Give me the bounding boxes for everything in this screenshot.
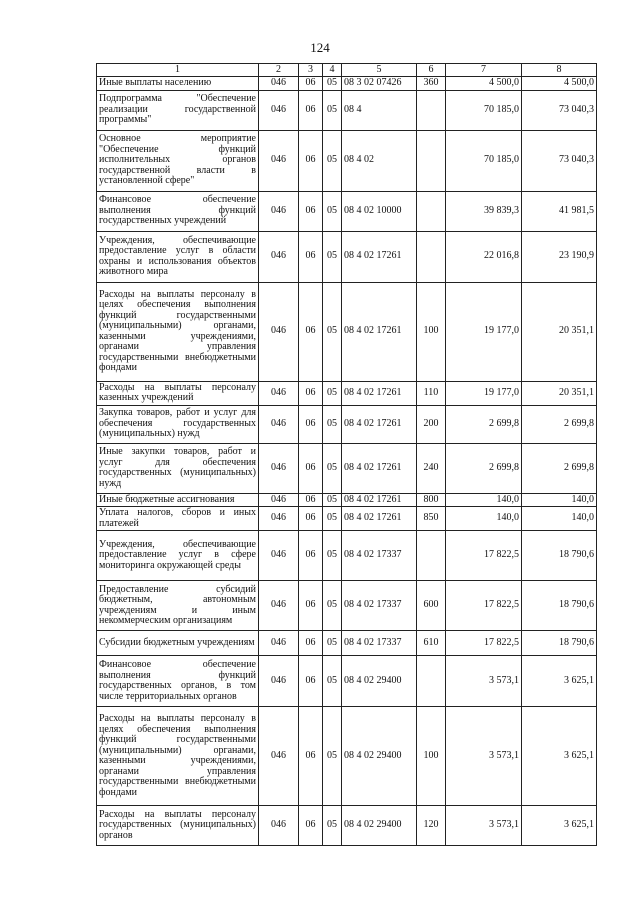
amount-year1-cell: 22 016,8 — [446, 231, 522, 282]
ministry-code-cell: 046 — [259, 493, 299, 507]
amount-year1-cell: 2 699,8 — [446, 443, 522, 493]
row-name-cell: Расходы на выплаты персоналу в целях обеспечения выполнения функций государственными (муниципальными) органами, казенными учреждениями, органами управления государственными внебюджетными фондами — [97, 282, 259, 381]
header-cell: 7 — [446, 64, 522, 77]
row-name-cell: Субсидии бюджетным учреждениям — [97, 631, 259, 656]
section-code-cell: 06 — [299, 405, 323, 443]
amount-year2-cell: 23 190,9 — [522, 231, 597, 282]
amount-year2-cell: 140,0 — [522, 507, 597, 531]
table-row — [97, 282, 597, 381]
table-row — [97, 381, 597, 405]
expense-type-cell — [417, 130, 446, 191]
expense-type-cell — [417, 531, 446, 581]
section-code-cell: 06 — [299, 806, 323, 846]
header-cell: 8 — [522, 64, 597, 77]
row-name-cell: Предоставление субсидий бюджетным, автономным учреждениям и иным некоммерческим организациям — [97, 581, 259, 631]
amount-year2-cell: 4 500,0 — [522, 77, 597, 91]
ministry-code-cell: 046 — [259, 531, 299, 581]
amount-year1-cell: 3 573,1 — [446, 707, 522, 806]
header-cell: 1 — [97, 64, 259, 77]
expense-type-cell — [417, 656, 446, 707]
table-row — [97, 405, 597, 443]
table-row — [97, 806, 597, 846]
section-code-cell: 06 — [299, 130, 323, 191]
row-name-cell: Подпрограмма "Обеспечение реализации государственной программы" — [97, 90, 259, 130]
table-row — [97, 581, 597, 631]
amount-year1-cell: 140,0 — [446, 493, 522, 507]
amount-year1-cell: 17 822,5 — [446, 531, 522, 581]
amount-year2-cell: 140,0 — [522, 493, 597, 507]
section-code-cell: 06 — [299, 531, 323, 581]
row-name-cell: Основное мероприятие "Обеспечение функций исполнительных органов государственной власти в установленной сфере" — [97, 130, 259, 191]
section-code-cell: 06 — [299, 443, 323, 493]
section-code-cell: 06 — [299, 191, 323, 231]
amount-year1-cell: 17 822,5 — [446, 581, 522, 631]
subsection-code-cell: 05 — [323, 631, 342, 656]
section-code-cell: 06 — [299, 231, 323, 282]
subsection-code-cell: 05 — [323, 282, 342, 381]
amount-year2-cell: 18 790,6 — [522, 631, 597, 656]
subsection-code-cell: 05 — [323, 231, 342, 282]
ministry-code-cell: 046 — [259, 581, 299, 631]
section-code-cell: 06 — [299, 493, 323, 507]
subsection-code-cell: 05 — [323, 130, 342, 191]
header-cell: 2 — [259, 64, 299, 77]
row-name-cell: Учреждения, обеспечивающие предоставление услуг в сфере мониторинга окружающей среды — [97, 531, 259, 581]
target-article-cell: 08 4 02 17337 — [342, 581, 417, 631]
row-name-cell: Финансовое обеспечение выполнения функций государственных органов, в том числе территориальных органов — [97, 656, 259, 707]
ministry-code-cell: 046 — [259, 130, 299, 191]
subsection-code-cell: 05 — [323, 405, 342, 443]
amount-year2-cell: 20 351,1 — [522, 282, 597, 381]
amount-year1-cell: 17 822,5 — [446, 631, 522, 656]
section-code-cell: 06 — [299, 90, 323, 130]
target-article-cell: 08 4 02 17261 — [342, 381, 417, 405]
header-cell: 3 — [299, 64, 323, 77]
table-row — [97, 443, 597, 493]
amount-year1-cell: 70 185,0 — [446, 90, 522, 130]
row-name-cell: Расходы на выплаты персоналу в целях обеспечения выполнения функций государственными (муниципальными) органами, казенными учреждениями, органами управления государственными внебюджетными фондами — [97, 707, 259, 806]
table-row — [97, 707, 597, 806]
expense-type-cell — [417, 90, 446, 130]
ministry-code-cell: 046 — [259, 77, 299, 91]
expense-type-cell: 610 — [417, 631, 446, 656]
target-article-cell: 08 4 02 17261 — [342, 231, 417, 282]
target-article-cell: 08 4 02 29400 — [342, 707, 417, 806]
amount-year1-cell: 39 839,3 — [446, 191, 522, 231]
section-code-cell: 06 — [299, 656, 323, 707]
target-article-cell: 08 4 02 — [342, 130, 417, 191]
row-name-cell: Учреждения, обеспечивающие предоставление услуг в области охраны и использования объектов животного мира — [97, 231, 259, 282]
expense-type-cell: 100 — [417, 707, 446, 806]
ministry-code-cell: 046 — [259, 806, 299, 846]
table-row — [97, 493, 597, 507]
target-article-cell: 08 4 02 29400 — [342, 806, 417, 846]
expense-type-cell: 850 — [417, 507, 446, 531]
amount-year2-cell: 73 040,3 — [522, 90, 597, 130]
amount-year2-cell: 18 790,6 — [522, 581, 597, 631]
ministry-code-cell: 046 — [259, 381, 299, 405]
table-row — [97, 191, 597, 231]
expense-type-cell: 800 — [417, 493, 446, 507]
expense-type-cell: 360 — [417, 77, 446, 91]
target-article-cell: 08 4 02 17337 — [342, 531, 417, 581]
expense-type-cell: 600 — [417, 581, 446, 631]
amount-year1-cell: 3 573,1 — [446, 806, 522, 846]
row-name-cell: Закупка товаров, работ и услуг для обеспечения государственных (муниципальных) нужд — [97, 405, 259, 443]
row-name-cell: Иные закупки товаров, работ и услуг для обеспечения государственных (муниципальных) нужд — [97, 443, 259, 493]
target-article-cell: 08 4 02 17261 — [342, 405, 417, 443]
section-code-cell: 06 — [299, 77, 323, 91]
expense-type-cell — [417, 191, 446, 231]
amount-year2-cell: 20 351,1 — [522, 381, 597, 405]
amount-year1-cell: 19 177,0 — [446, 381, 522, 405]
table-row — [97, 531, 597, 581]
row-name-cell: Расходы на выплаты персоналу казенных учреждений — [97, 381, 259, 405]
row-name-cell: Уплата налогов, сборов и иных платежей — [97, 507, 259, 531]
section-code-cell: 06 — [299, 707, 323, 806]
page-number: 124 — [310, 40, 330, 55]
subsection-code-cell: 05 — [323, 443, 342, 493]
subsection-code-cell: 05 — [323, 191, 342, 231]
amount-year2-cell: 3 625,1 — [522, 656, 597, 707]
subsection-code-cell: 05 — [323, 493, 342, 507]
expense-type-cell: 240 — [417, 443, 446, 493]
section-code-cell: 06 — [299, 507, 323, 531]
ministry-code-cell: 046 — [259, 631, 299, 656]
expense-type-cell: 100 — [417, 282, 446, 381]
amount-year1-cell: 19 177,0 — [446, 282, 522, 381]
expense-type-cell — [417, 231, 446, 282]
ministry-code-cell: 046 — [259, 282, 299, 381]
ministry-code-cell: 046 — [259, 231, 299, 282]
amount-year2-cell: 3 625,1 — [522, 707, 597, 806]
expense-type-cell: 120 — [417, 806, 446, 846]
amount-year2-cell: 2 699,8 — [522, 443, 597, 493]
section-code-cell: 06 — [299, 282, 323, 381]
amount-year2-cell: 2 699,8 — [522, 405, 597, 443]
amount-year1-cell: 4 500,0 — [446, 77, 522, 91]
header-cell: 4 — [323, 64, 342, 77]
amount-year2-cell: 73 040,3 — [522, 130, 597, 191]
budget-table — [96, 63, 597, 846]
amount-year1-cell: 3 573,1 — [446, 656, 522, 707]
table-row — [97, 656, 597, 707]
table-row — [97, 507, 597, 531]
amount-year2-cell: 41 981,5 — [522, 191, 597, 231]
target-article-cell: 08 4 02 29400 — [342, 656, 417, 707]
target-article-cell: 08 4 02 17261 — [342, 443, 417, 493]
ministry-code-cell: 046 — [259, 656, 299, 707]
target-article-cell: 08 4 02 17337 — [342, 631, 417, 656]
amount-year1-cell: 140,0 — [446, 507, 522, 531]
amount-year2-cell: 18 790,6 — [522, 531, 597, 581]
target-article-cell: 08 3 02 07426 — [342, 77, 417, 91]
table-row — [97, 77, 597, 91]
target-article-cell: 08 4 02 17261 — [342, 507, 417, 531]
target-article-cell: 08 4 02 17261 — [342, 493, 417, 507]
header-cell: 6 — [417, 64, 446, 77]
subsection-code-cell: 05 — [323, 531, 342, 581]
row-name-cell: Финансовое обеспечение выполнения функций государственных учреждений — [97, 191, 259, 231]
subsection-code-cell: 05 — [323, 77, 342, 91]
subsection-code-cell: 05 — [323, 90, 342, 130]
ministry-code-cell: 046 — [259, 191, 299, 231]
subsection-code-cell: 05 — [323, 707, 342, 806]
header-cell: 5 — [342, 64, 417, 77]
expense-type-cell: 110 — [417, 381, 446, 405]
table-row — [97, 90, 597, 130]
section-code-cell: 06 — [299, 381, 323, 405]
amount-year1-cell: 2 699,8 — [446, 405, 522, 443]
target-article-cell: 08 4 02 17261 — [342, 282, 417, 381]
target-article-cell: 08 4 — [342, 90, 417, 130]
ministry-code-cell: 046 — [259, 443, 299, 493]
ministry-code-cell: 046 — [259, 507, 299, 531]
amount-year2-cell: 3 625,1 — [522, 806, 597, 846]
ministry-code-cell: 046 — [259, 90, 299, 130]
subsection-code-cell: 05 — [323, 806, 342, 846]
table-header-row — [97, 64, 597, 77]
subsection-code-cell: 05 — [323, 381, 342, 405]
ministry-code-cell: 046 — [259, 405, 299, 443]
ministry-code-cell: 046 — [259, 707, 299, 806]
table-row — [97, 130, 597, 191]
row-name-cell: Иные выплаты населению — [97, 77, 259, 91]
row-name-cell: Иные бюджетные ассигнования — [97, 493, 259, 507]
table-row — [97, 231, 597, 282]
expense-type-cell: 200 — [417, 405, 446, 443]
target-article-cell: 08 4 02 10000 — [342, 191, 417, 231]
amount-year1-cell: 70 185,0 — [446, 130, 522, 191]
subsection-code-cell: 05 — [323, 656, 342, 707]
table-row — [97, 631, 597, 656]
row-name-cell: Расходы на выплаты персоналу государственных (муниципальных) органов — [97, 806, 259, 846]
subsection-code-cell: 05 — [323, 581, 342, 631]
section-code-cell: 06 — [299, 581, 323, 631]
section-code-cell: 06 — [299, 631, 323, 656]
subsection-code-cell: 05 — [323, 507, 342, 531]
